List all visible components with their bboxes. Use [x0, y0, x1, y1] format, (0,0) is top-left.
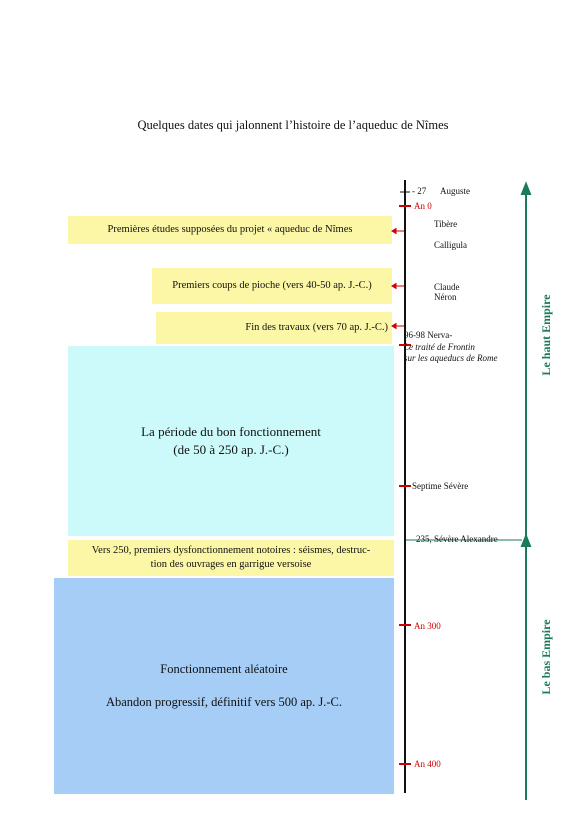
era-haut-empire-label: Le haut Empire: [539, 294, 553, 376]
page-title: Quelques dates qui jalonnent l’histoire de l’aqueduc de Nîmes: [137, 118, 449, 132]
label-septime-severe: Septime Sévère: [412, 481, 469, 491]
box-dysf-line1: Vers 250, premiers dysfonctionnement notoires : séismes, destruc-: [91, 545, 371, 557]
label-tibere: Tibère: [434, 219, 458, 229]
box-bon-line2: (de 50 à 250 ap. J.-C.): [173, 442, 289, 457]
arrow-bas-empire-head: [522, 536, 530, 546]
label-frontin-line1: Le traité de Frontin: [404, 342, 475, 352]
box-premieres-etudes-label: Premières études supposées du projet « aqueduc de Nîmes: [107, 224, 353, 236]
box-alea-line2: Abandon progressif, définitif vers 500 ap. J.-C.: [105, 695, 343, 709]
box-premiers-coups-label: Premiers coups de pioche (vers 40-50 ap. J.-C.): [172, 280, 372, 292]
label-minus27: - 27: [412, 186, 427, 196]
arrow-travaux-head: [392, 324, 396, 329]
label-an300: An 300: [414, 621, 441, 631]
tick-an300: [399, 624, 411, 626]
label-an400: An 400: [414, 759, 441, 769]
arrow-haut-empire-head: [522, 184, 530, 194]
box-alea-line1: Fonctionnement aléatoire: [160, 662, 288, 677]
era-bas-empire-label: Le bas Empire: [539, 619, 553, 695]
label-an0: An 0: [414, 201, 432, 211]
label-neron: Néron: [434, 292, 457, 302]
arrow-pioche-head: [392, 284, 396, 289]
arrow-etudes-head: [392, 229, 396, 234]
label-severe-alexandre: 235, Sévère Alexandre: [416, 534, 498, 544]
label-nerva: 96-98 Nerva-: [404, 330, 453, 340]
box-dysf-line2: tion des ouvrages en garrigue versoise: [150, 559, 312, 570]
tick-an400: [399, 763, 411, 765]
tick-septime: [399, 485, 411, 487]
label-caligula: Calligula: [434, 240, 467, 250]
label-frontin-line2: sur les aqueducs de Rome: [404, 353, 498, 363]
box-bon-line1: La période du bon fonctionnement: [141, 424, 321, 440]
box-fin-travaux-label: Fin des travaux (vers 70 ap. J.-C.): [245, 322, 388, 334]
label-auguste: Auguste: [440, 186, 470, 196]
tick-an0: [399, 205, 411, 207]
label-claude: Claude: [434, 282, 460, 292]
